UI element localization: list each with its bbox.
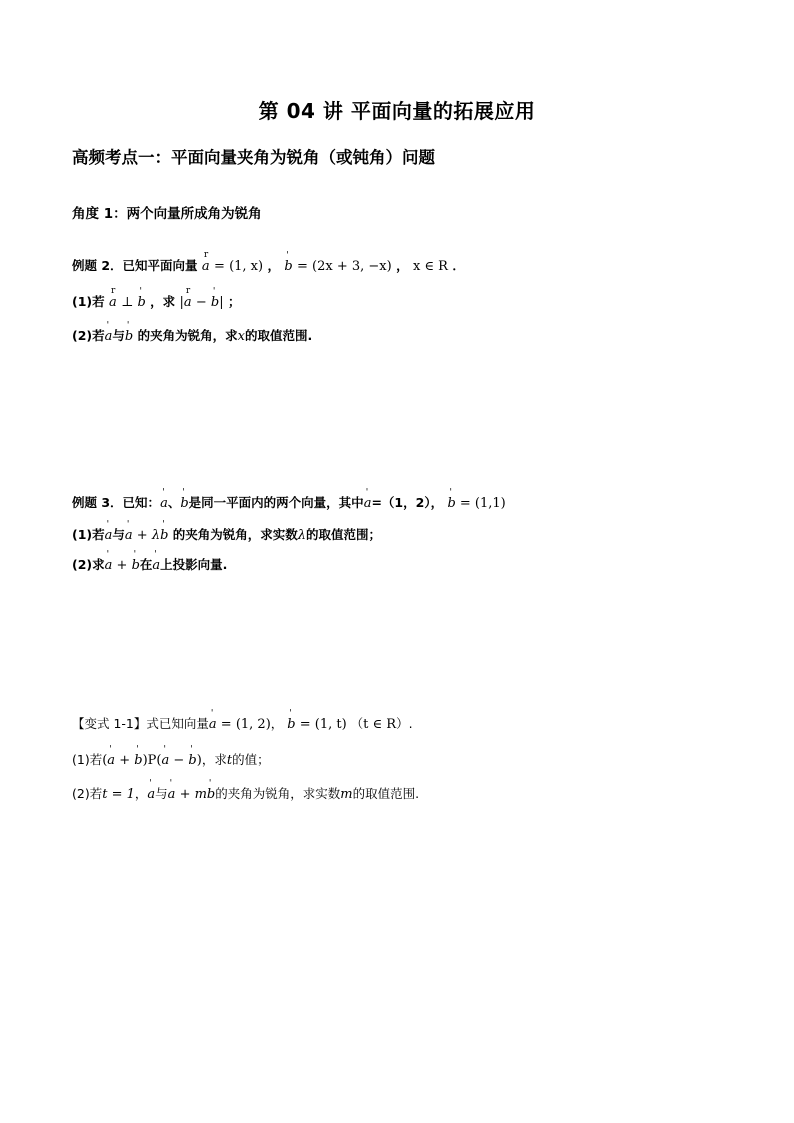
vector-a-value: =（1，2）， <box>371 495 444 510</box>
question-text: ，求 <box>150 294 176 309</box>
example3-label: 例题 3．已知： <box>72 495 161 510</box>
vector-b-value: = (1, t) <box>295 717 347 732</box>
minus-sign: − <box>191 295 211 310</box>
vector-a: ' a <box>105 558 113 573</box>
vector-b: ' b <box>125 329 133 344</box>
vector-a: ' a <box>105 528 113 543</box>
variable-t: t <box>226 753 233 768</box>
separator: ， <box>270 716 284 731</box>
example3-part1 <box>72 525 381 543</box>
vector-a: ' a <box>147 787 155 802</box>
question-end: 的取值范围. <box>244 328 313 343</box>
vector-a: ' a <box>152 558 160 573</box>
vector-b: ' b <box>188 753 196 768</box>
example2-part1 <box>72 292 240 310</box>
part-prefix: (2)求 <box>72 557 105 572</box>
vector-b: ' b <box>180 496 188 511</box>
example2-part2 <box>72 326 312 344</box>
statement-text: 式已知向量 <box>146 716 209 731</box>
example3-part2 <box>72 555 227 573</box>
paren-open: ( <box>102 753 108 768</box>
vector-b-value: = (2x + 3, −x) <box>297 259 392 274</box>
vector-b-value: = (1,1) <box>455 496 506 511</box>
example3-statement <box>72 493 506 511</box>
question-end: 的取值范围. <box>352 786 420 801</box>
vector-a: r a <box>202 259 210 274</box>
separator: 、 <box>167 495 181 510</box>
vector-b: ' b <box>447 496 455 511</box>
separator: ， <box>267 258 280 273</box>
variable-lambda: λ <box>297 528 307 543</box>
part-prefix: (2)若 <box>72 786 103 801</box>
paren-open: ( <box>156 753 162 768</box>
vector-b: ' b <box>207 787 215 802</box>
variant-statement <box>72 714 413 732</box>
vector-b: ' b <box>132 558 140 573</box>
perpendicular-symbol: ⊥ <box>121 295 138 310</box>
page-title: 第 04 讲 平面向量的拓展应用 <box>258 99 536 123</box>
plus-lambda: + λ <box>132 528 161 543</box>
question-end: 的值； <box>232 752 270 767</box>
question-end: 的取值范围； <box>306 527 382 542</box>
connector: 与 <box>112 527 125 542</box>
question-text: 的夹角为锐角，求实数 <box>172 527 298 542</box>
statement-text: 是同一平面内的两个向量，其中 <box>188 495 364 510</box>
part-prefix: (2)若 <box>72 328 105 343</box>
domain-close: ）. <box>396 716 413 731</box>
plus-sign: + <box>112 558 132 573</box>
vector-a: r a <box>109 295 117 310</box>
domain-open: （ <box>350 716 364 731</box>
separator: ， <box>396 258 409 273</box>
vector-a: ' a <box>160 496 168 511</box>
vector-b: ' b <box>137 295 145 310</box>
abs-close: | <box>219 295 224 310</box>
question-text: 的夹角为锐角，求实数 <box>215 786 341 801</box>
vector-a-value: = (1, 2) <box>216 717 271 732</box>
connector: 与 <box>112 328 125 343</box>
vector-a: ' a <box>364 496 372 511</box>
vector-a: ' a <box>161 753 169 768</box>
paren-close: ) <box>196 753 202 768</box>
connector: 与 <box>155 786 168 801</box>
part-prefix: (1)若 <box>72 752 103 767</box>
variable-x: x <box>237 329 245 344</box>
variant-label: 【变式 1-1】 <box>72 716 147 731</box>
vector-b: ' b <box>160 528 168 543</box>
abs-open: | <box>179 295 184 310</box>
vector-a: ' a <box>125 528 133 543</box>
connector: 在 <box>139 557 153 572</box>
vector-a: ' a <box>168 787 176 802</box>
vector-a-value: = (1, x) <box>214 259 264 274</box>
variable-m: m <box>340 787 353 802</box>
vector-b: ' b <box>211 295 219 310</box>
example2-statement <box>72 256 465 274</box>
plus-m: + m <box>175 787 207 802</box>
question-end: 上投影向量. <box>160 557 228 572</box>
condition-t: t = 1 <box>102 787 135 802</box>
domain-condition: x ∈ R <box>412 259 448 274</box>
parallel-symbol: P <box>147 753 157 768</box>
vector-b: ' b <box>284 259 292 274</box>
sentence-end: ； <box>227 294 241 309</box>
vector-a: ' a <box>209 717 217 732</box>
question-text: 的夹角为锐角，求 <box>137 328 238 343</box>
domain-condition: t ∈ R <box>363 717 397 732</box>
variant-part1 <box>72 750 270 768</box>
plus-sign: + <box>115 753 135 768</box>
vector-a: ' a <box>107 753 115 768</box>
question-text: ，求 <box>201 752 227 767</box>
part-prefix: (1)若 <box>72 527 105 542</box>
sentence-end: ． <box>452 258 465 273</box>
paren-close: ) <box>142 753 148 768</box>
section-heading: 高频考点一：平面向量夹角为锐角（或钝角）问题 <box>72 148 435 167</box>
separator: ， <box>134 786 148 801</box>
vector-a: r a <box>184 295 192 310</box>
vector-b: ' b <box>287 717 295 732</box>
example2-label: 例题 2．已知平面向量 <box>72 258 198 273</box>
minus-sign: − <box>169 753 189 768</box>
variant-part2 <box>72 784 419 802</box>
subsection-heading: 角度 1：两个向量所成角为锐角 <box>72 206 262 222</box>
vector-b: ' b <box>134 753 142 768</box>
vector-a: ' a <box>105 329 113 344</box>
part-prefix: (1)若 <box>72 294 105 309</box>
